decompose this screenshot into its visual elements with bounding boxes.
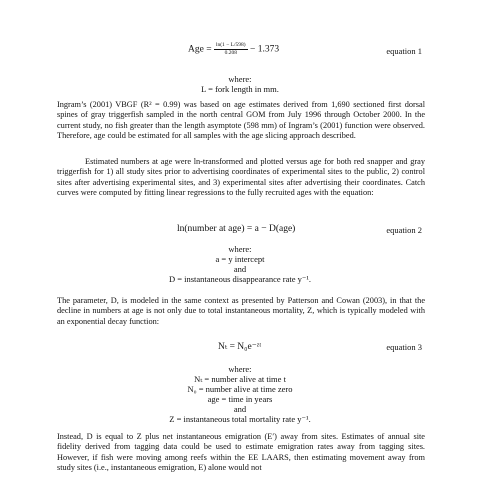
- eq1-lhs: Age =: [188, 44, 214, 55]
- paragraph-2: Estimated numbers at age were ln-transformed and plotted versus age for both red snapper and gray triggerfish for 1) all study sites prior to advertising coordinates of experimental sites to the public, 2) control sites after advertising experimental sites, and 3) experimental sites after advertising their coordinates. Catch curves were computed by fitting linear regressions to the fully recruited ages with the equation:: [57, 157, 425, 198]
- equation-2: ln(number at age) = a − D(age): [177, 224, 296, 234]
- where2-line: where:: [228, 244, 252, 254]
- where2-line: a = y intercept: [215, 254, 265, 264]
- where2-line: D = instantaneous disappearance rate y⁻¹.: [168, 274, 312, 284]
- equation-3: Nₜ = N₀e⁻ᶻᵗ: [218, 342, 262, 352]
- eq1-numerator: ln(1 − L/598): [215, 42, 246, 48]
- eq1-fraction: [214, 42, 248, 57]
- eq1-denominator: 0.208: [224, 50, 237, 56]
- where3-line: N₀ = number alive at time zero: [187, 384, 293, 394]
- paragraph-1: Ingram’s (2001) VBGF (R² = 0.99) was based on age estimates derived from 1,690 sectioned first dorsal spines of gray triggerfish sampled in the north central GOM from July 1996 through October 2000. In the current study, no fish greater than the length asymptote (598 mm) of Ingram’s (2001) function were observed. Therefore, age could be estimated for all samples with the age slicing approach described.: [57, 100, 425, 141]
- where-block-1: [0, 74, 480, 94]
- where-block-3: [0, 364, 480, 424]
- where1-line: L = fork length in mm.: [201, 84, 279, 94]
- where3-line: Z = instantaneous total mortality rate y⁻¹.: [169, 414, 311, 424]
- where3-line: Nₜ = number alive at time t: [194, 374, 286, 384]
- where2-line: and: [233, 264, 247, 274]
- where1-line: where:: [228, 74, 252, 84]
- equation-1-label: equation 1: [386, 46, 422, 56]
- equation-2-label: equation 2: [386, 225, 422, 235]
- paragraph-3: The parameter, D, is modeled in the same context as presented by Patterson and Cowan (2003), in that the decline in numbers at age is not only due to total instantaneous mortality, Z, which is typically modeled with an exponential decay function:: [57, 296, 425, 326]
- where3-line: where:: [228, 364, 252, 374]
- equation-1: [188, 42, 279, 57]
- equation-3-label: equation 3: [386, 342, 422, 352]
- paragraph-4: Instead, D is equal to Z plus net instantaneous emigration (E′) away from sites. Estimates of annual site fidelity derived from tagging data could be used to estimate emigration rates away from tagging sites. However, if fish were moving among reefs within the EE LAARS, then estimating movement away from study sites (i.e., instantaneous emigration, E) alone would not: [57, 432, 425, 473]
- where3-line: and: [233, 404, 247, 414]
- where-block-2: [0, 244, 480, 284]
- eq1-tail: − 1.373: [247, 44, 280, 55]
- where3-line: age = time in years: [207, 394, 273, 404]
